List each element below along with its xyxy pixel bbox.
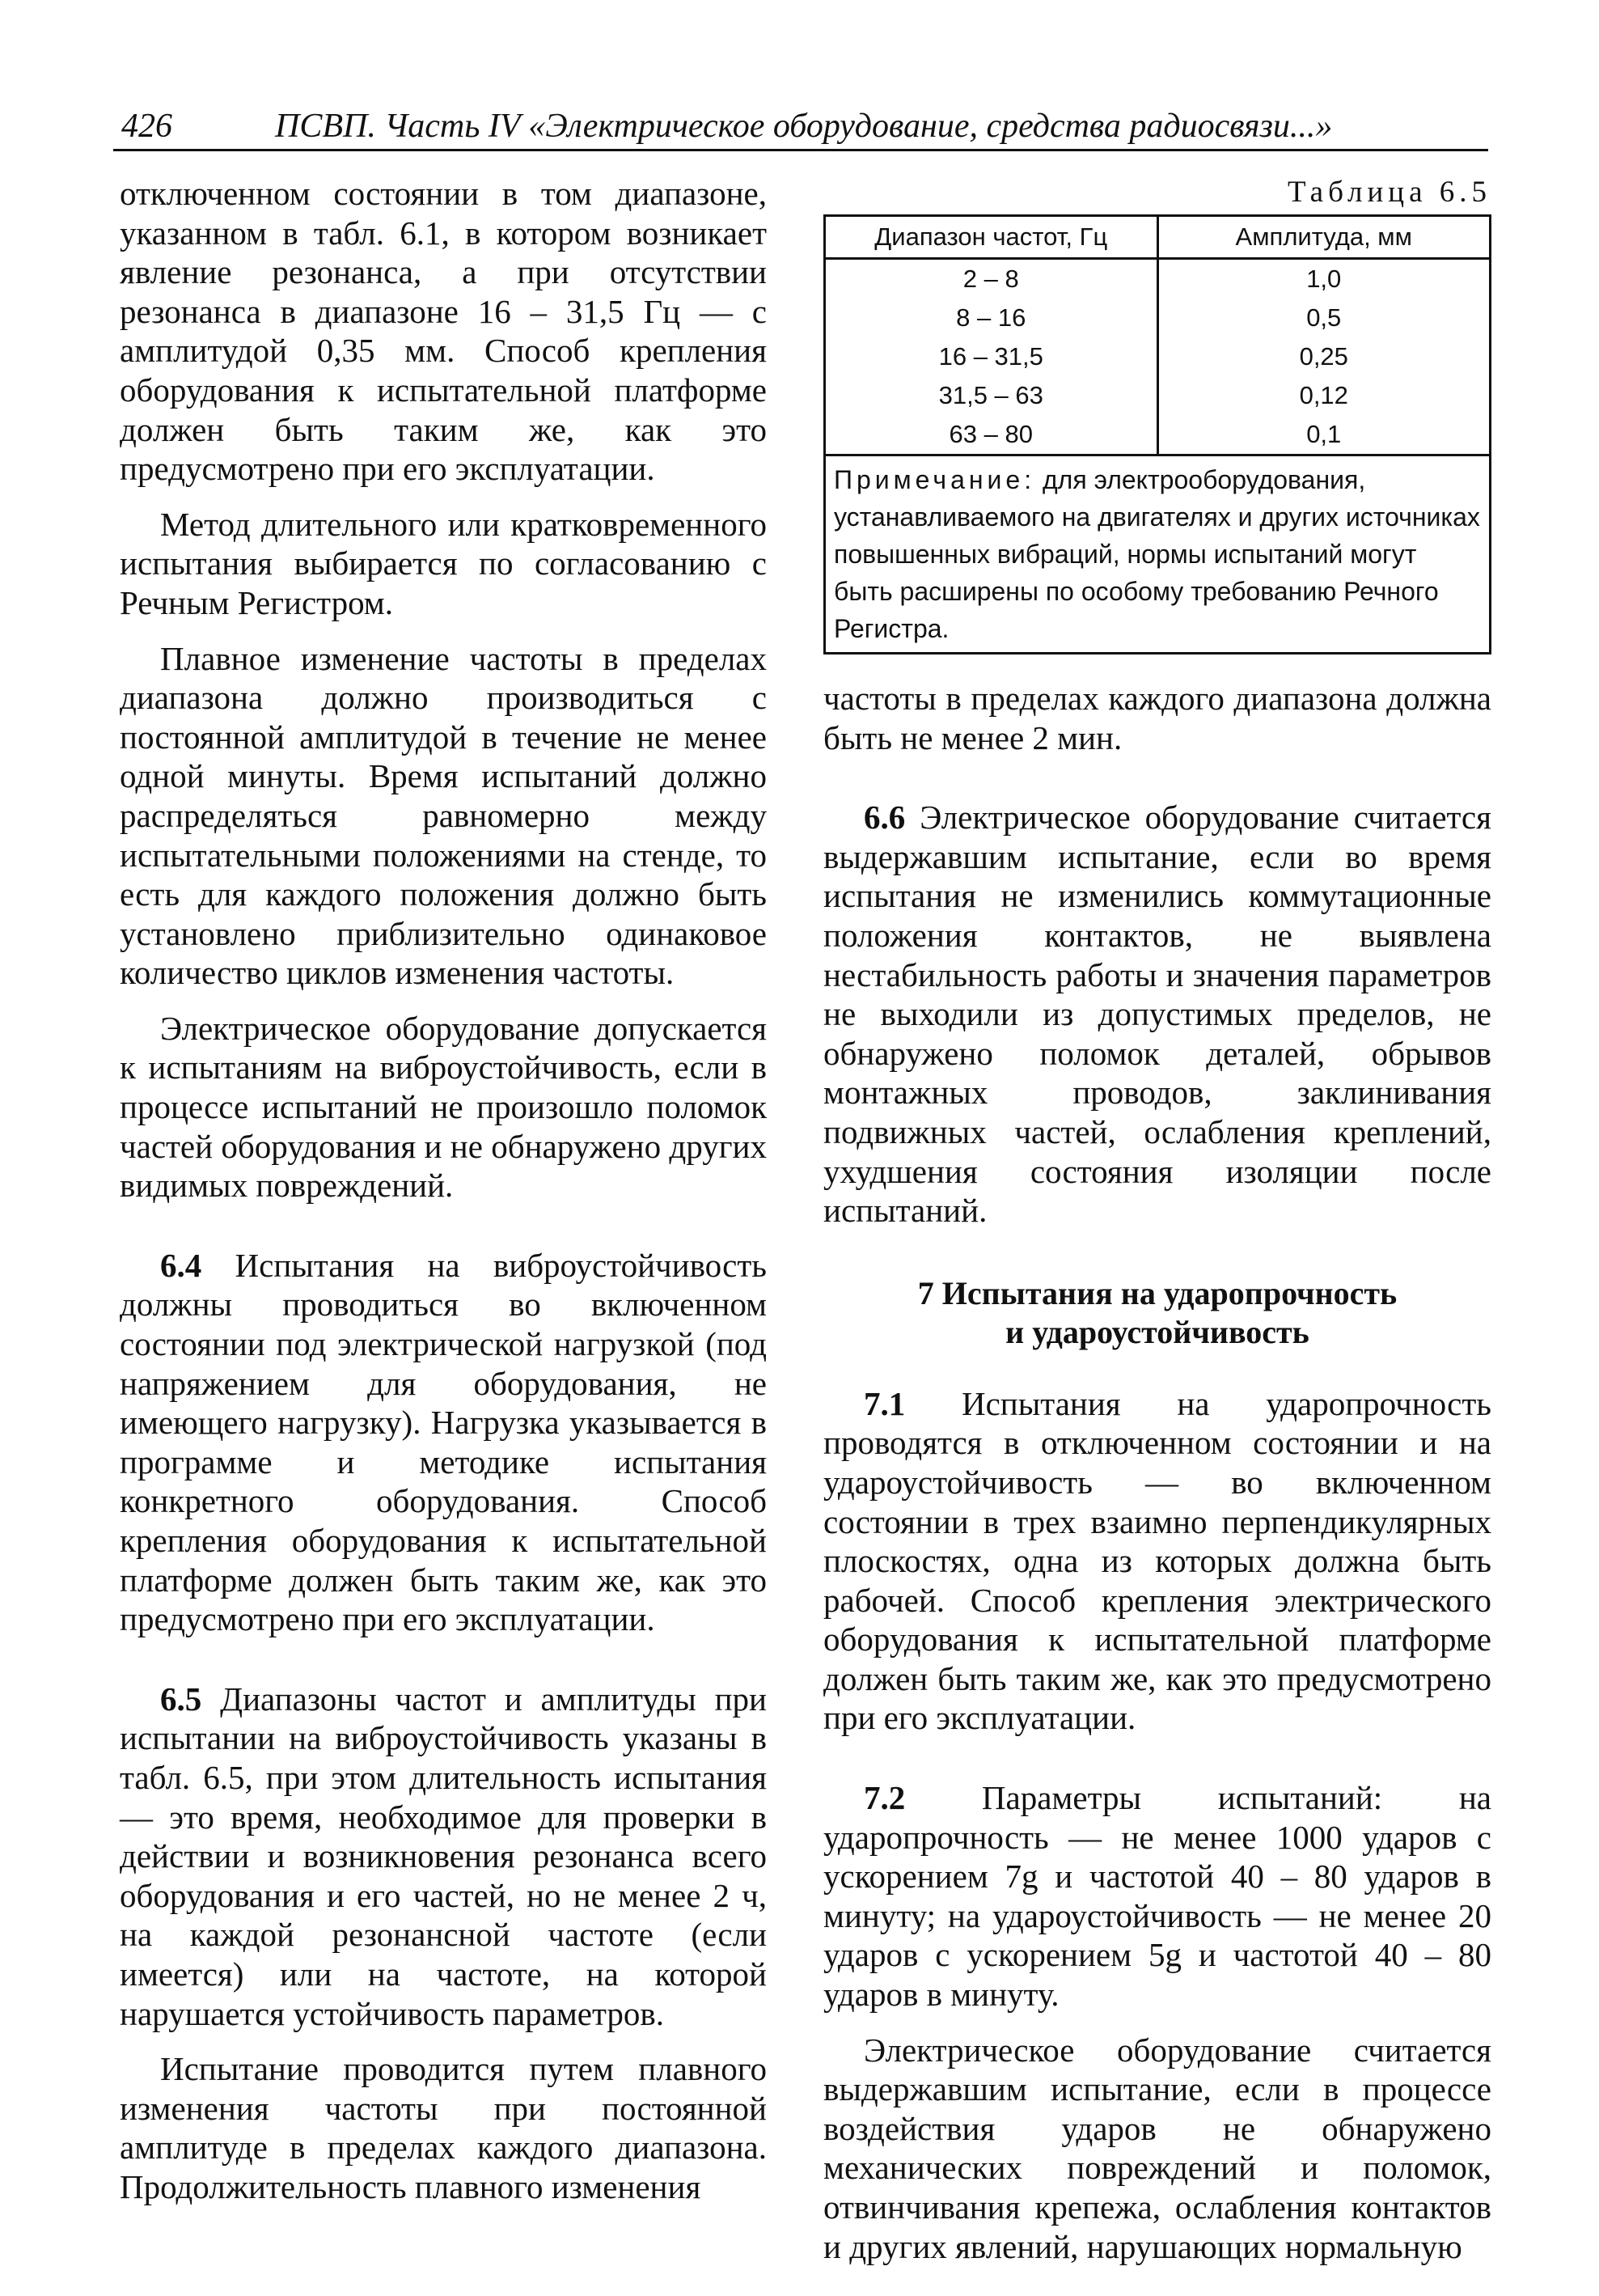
table-cell: 0,12 [1299, 381, 1348, 409]
paragraph: Испытание проводится путем плавного изменения частоты при постоянной амплитуде в пределах каждого диапазона. Продолжительность плавного изменения [120, 2050, 767, 2205]
table-cell: 1,0 [1306, 265, 1342, 293]
clause-number: 7.1 [864, 1384, 906, 1422]
table-cell: 2 – 8 [825, 259, 1158, 299]
section-title-line: и удароустойчивость [1005, 1313, 1309, 1350]
table-cell: 16 – 31,5 [825, 337, 1158, 376]
page-header [113, 104, 1488, 151]
clause-number: 6.5 [160, 1680, 202, 1718]
table-row [825, 259, 1491, 299]
section-title-line: 7 Испытания на ударопрочность [917, 1274, 1398, 1311]
section-title [823, 1274, 1491, 1352]
page-number: 426 [121, 108, 172, 145]
clause-number: 6.6 [864, 799, 906, 837]
paragraph: Метод длительного или кратковременного испытания выбирается по согласованию с Речным Регистром. [120, 505, 767, 621]
paragraph: Электрическое оборудование допускается к испытаниям на виброустойчивость, если в процессе испытаний не произошло поломок частей оборудования и не обнаружено других видимых повреждений. [120, 1009, 767, 1205]
clause-number: 7.2 [864, 1779, 906, 1817]
clause-text: Испытания на ударопрочность проводятся в отключенном состоянии и на удароустойчивость — во включенном состоянии в трех взаимно перпендикулярных плоскостях, одна из которых должна быть рабочей. Способ крепления электрического оборудования к испытательной платформе должен быть таким же, как это предусмотрено при его эксплуатации. [823, 1384, 1491, 1737]
table-header: Диапазон частот, Гц [825, 216, 1158, 259]
clause-7-2 [823, 1778, 1491, 2014]
note-label: Примечание: [834, 465, 1036, 494]
table-note-row [825, 455, 1491, 654]
paragraph: Плавное изменение частоты в пределах диапазона должно производиться с постоянной амплитудой в течение не менее одной минуты. Время испытаний должно распределяться равномерно между испытательными положениями на стенде, то есть для каждого положения должно быть установлено приблизительно одинаковое количество циклов изменения частоты. [120, 639, 767, 992]
table-header: Амплитуда, мм [1157, 216, 1491, 259]
clause-text: Испытания на виброустойчивость должны проводиться во включенном состоянии под электрической нагрузкой (под напряжением для оборудования, не имеющего нагрузку). Нагрузка указывается в программе и методике испытания конкретного оборудования. Способ крепления оборудования к испытательной платформе должен быть таким же, как это предусмотрено при его эксплуатации. [120, 1246, 767, 1638]
paragraph: отключенном состоянии в том диапазоне, указанном в табл. 6.1, в котором возникает явление резонанса, а при отсутствии резонанса в диапазоне 16 – 31,5 Гц — с амплитудой 0,35 мм. Способ крепления оборудования к испытательной платформе должен быть таким же, как это предусмотрено при его эксплуатации. [120, 175, 767, 488]
clause-6-6 [823, 798, 1491, 1231]
running-title: ПСВП. Часть IV «Электрическое оборудование, средства радиосвязи...» [275, 108, 1333, 145]
clause-text: Диапазоны частот и амплитуды при испытании на виброустойчивость указаны в табл. 6.5, при этом длительность испытания — это время, необходимое для проверки в действии и возникновения резонанса всего оборудования и его частей, но не менее 2 ч, на каждой резонансной частоте (если имеется) или на частоте, на которой нарушается устойчивость параметров. [120, 1680, 767, 2032]
frequency-table [823, 214, 1491, 654]
note-text: для электрооборудования, устанавливаемого на двигателях и других источниках повышенных вибраций, нормы испытаний могут быть расширены по особому требованию Речного Регистра. [834, 465, 1480, 643]
clause-6-5 [120, 1680, 767, 2033]
clause-7-1 [823, 1384, 1491, 1738]
table-row [825, 337, 1491, 376]
table-cell: 63 – 80 [825, 415, 1158, 455]
right-column [823, 174, 1491, 2266]
table-note [825, 455, 1491, 654]
clause-6-4 [120, 1246, 767, 1639]
table-cell: 0,25 [1299, 342, 1348, 371]
table-caption: Таблица 6.5 [1288, 176, 1491, 209]
table-row [825, 376, 1491, 415]
clause-text: Электрическое оборудование считается выдержавшим испытание, если во время испытания не изменились коммутационные положения контактов, не выявлена нестабильность работы и значения параметров не выходили из допустимых пределов, не обнаружено поломок деталей, обрывов монтажных проводов, заклинивания подвижных частей, ослабления креплений, ухудшения состояния изоляции после испытаний. [823, 799, 1491, 1230]
left-column [120, 174, 767, 2207]
table-cell: 31,5 – 63 [825, 376, 1158, 415]
paragraph: частоты в пределах каждого диапазона должна быть не менее 2 мин. [823, 680, 1491, 756]
table-cell: 8 – 16 [825, 299, 1158, 337]
paragraph: Электрическое оборудование считается выдержавшим испытание, если в процессе воздействия ударов не обнаружено механических повреждений и поломок, отвинчивания крепежа, ослабления контактов и других явлений, нарушающих нормальную [823, 2031, 1491, 2265]
table-row [825, 299, 1491, 337]
clause-number: 6.4 [160, 1246, 202, 1284]
table-row [825, 415, 1491, 455]
table-cell: 0,1 [1306, 420, 1342, 448]
table-cell: 0,5 [1306, 303, 1342, 332]
clause-text: Параметры испытаний: на ударопрочность — не менее 1000 ударов с ускорением 7g и частотой 40 – 80 ударов в минуту; на удароустойчивость — не менее 20 ударов с ускорением 5g и частотой 40 – 80 ударов в минуту. [823, 1779, 1491, 2014]
